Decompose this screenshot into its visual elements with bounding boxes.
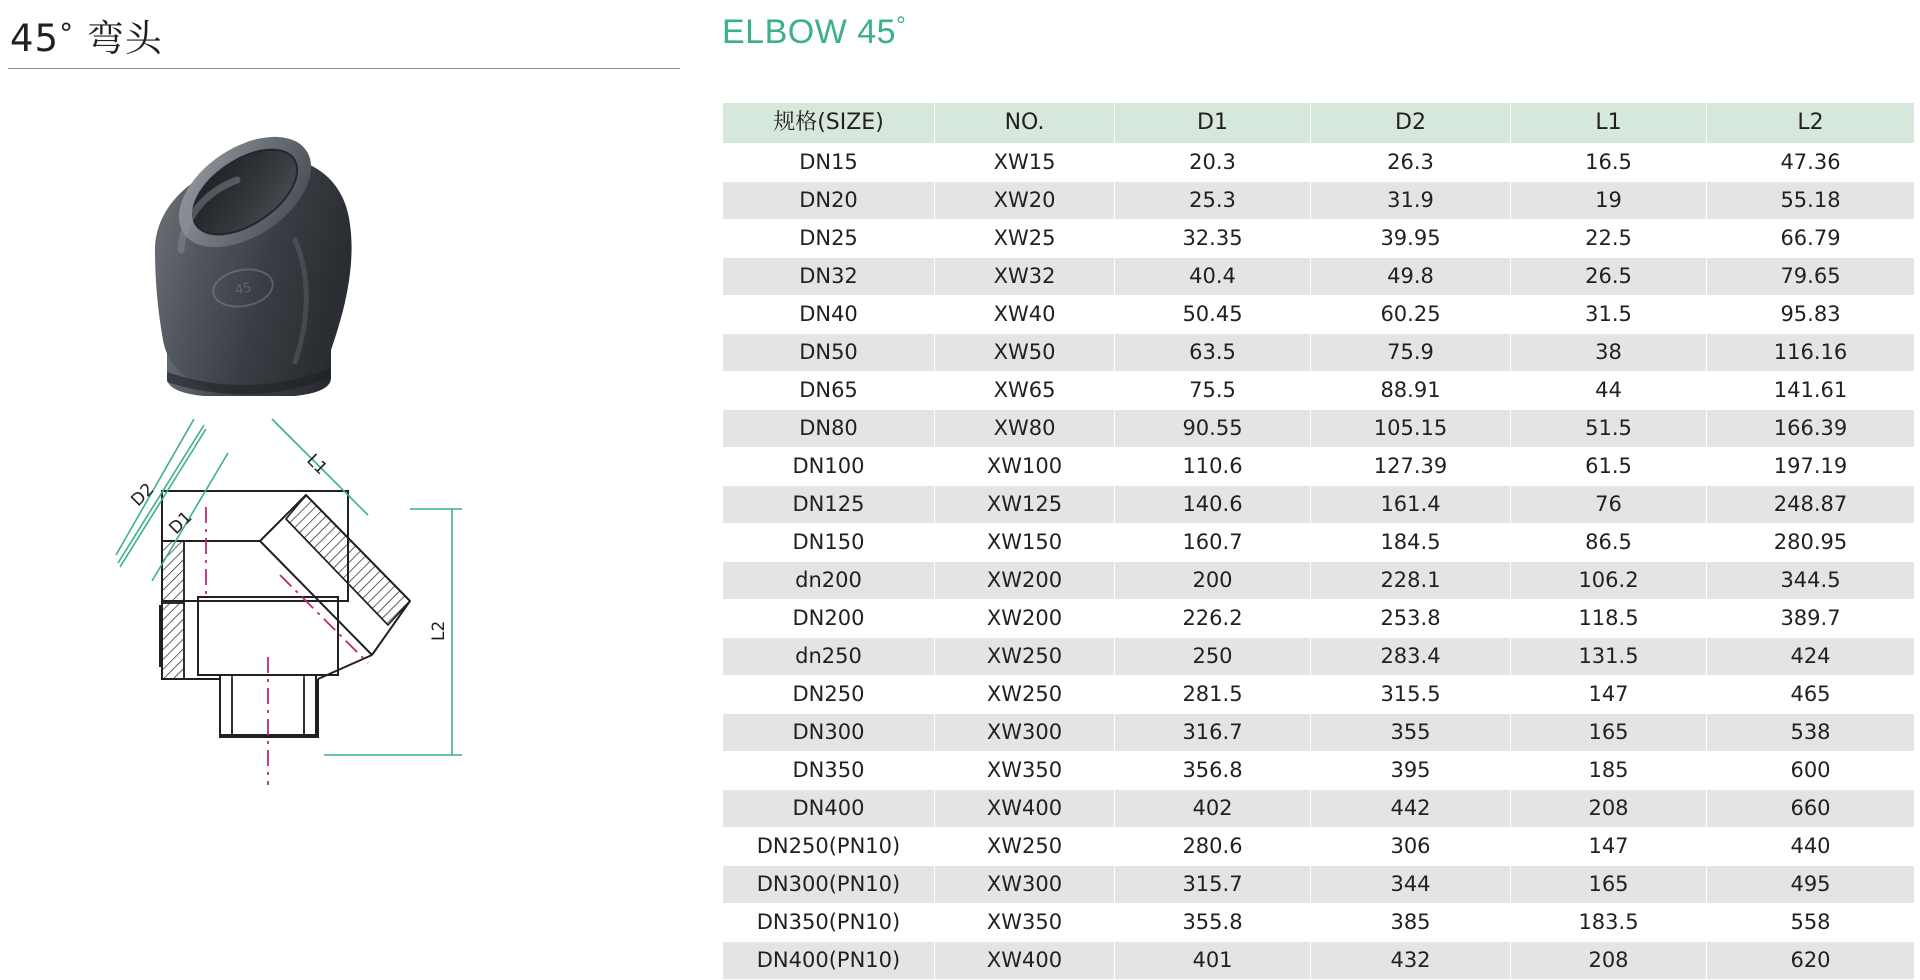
table-header-cell: D1 <box>1115 103 1311 144</box>
table-cell: XW250 <box>935 638 1115 676</box>
table-cell: 160.7 <box>1115 524 1311 562</box>
table-cell: 32.35 <box>1115 220 1311 258</box>
table-cell: 226.2 <box>1115 600 1311 638</box>
table-cell: DN300(PN10) <box>723 866 935 904</box>
table-cell: XW65 <box>935 372 1115 410</box>
table-cell: 344 <box>1311 866 1511 904</box>
table-cell: XW250 <box>935 828 1115 866</box>
table-cell: DN125 <box>723 486 935 524</box>
table-header-cell: D2 <box>1311 103 1511 144</box>
table-cell: XW350 <box>935 904 1115 942</box>
title-divider <box>8 68 680 69</box>
table-cell: 395 <box>1311 752 1511 790</box>
table-cell: 61.5 <box>1511 448 1707 486</box>
table-row <box>723 486 1915 524</box>
table-cell: 16.5 <box>1511 144 1707 182</box>
table-cell: 140.6 <box>1115 486 1311 524</box>
table-cell: XW50 <box>935 334 1115 372</box>
table-cell: 40.4 <box>1115 258 1311 296</box>
table-cell: 106.2 <box>1511 562 1707 600</box>
technical-drawing <box>110 405 530 845</box>
table-cell: 76 <box>1511 486 1707 524</box>
left-column <box>0 0 700 942</box>
table-cell: dn200 <box>723 562 935 600</box>
table-cell: 147 <box>1511 676 1707 714</box>
table-cell: 31.9 <box>1311 182 1511 220</box>
table-row <box>723 942 1915 980</box>
table-cell: 440 <box>1707 828 1915 866</box>
table-cell: 166.39 <box>1707 410 1915 448</box>
table-row <box>723 866 1915 904</box>
dimension-label-l1: L1 <box>302 450 331 479</box>
table-cell: XW200 <box>935 562 1115 600</box>
table-cell: 79.65 <box>1707 258 1915 296</box>
table-cell: 495 <box>1707 866 1915 904</box>
table-cell: 281.5 <box>1115 676 1311 714</box>
degree-symbol-en: ° <box>896 12 907 39</box>
table-cell: XW250 <box>935 676 1115 714</box>
specification-table <box>722 102 1915 980</box>
table-cell: XW15 <box>935 144 1115 182</box>
table-cell: 424 <box>1707 638 1915 676</box>
page-title-cn <box>10 8 163 62</box>
table-cell: XW300 <box>935 866 1115 904</box>
table-cell: DN40 <box>723 296 935 334</box>
table-row <box>723 714 1915 752</box>
table-cell: 141.61 <box>1707 372 1915 410</box>
table-header-cell: L2 <box>1707 103 1915 144</box>
table-row <box>723 296 1915 334</box>
table-cell: DN150 <box>723 524 935 562</box>
table-cell: 60.25 <box>1311 296 1511 334</box>
table-cell: 253.8 <box>1311 600 1511 638</box>
table-cell: 20.3 <box>1115 144 1311 182</box>
table-cell: XW150 <box>935 524 1115 562</box>
table-header-cell: 规格(SIZE) <box>723 103 935 144</box>
page-title-en <box>722 12 906 52</box>
table-cell: 197.19 <box>1707 448 1915 486</box>
table-cell: 47.36 <box>1707 144 1915 182</box>
page-title-cn-text: 弯头 <box>86 17 163 60</box>
table-cell: 31.5 <box>1511 296 1707 334</box>
table-row <box>723 144 1915 182</box>
page-title-cn-number: 45 <box>10 17 60 60</box>
dimension-label-l2: L2 <box>429 620 449 641</box>
table-row <box>723 258 1915 296</box>
table-cell: DN50 <box>723 334 935 372</box>
table-cell: 620 <box>1707 942 1915 980</box>
table-cell: 75.9 <box>1311 334 1511 372</box>
table-cell: 306 <box>1311 828 1511 866</box>
table-cell: 538 <box>1707 714 1915 752</box>
table-cell: 280.95 <box>1707 524 1915 562</box>
table-cell: 228.1 <box>1311 562 1511 600</box>
table-cell: 208 <box>1511 942 1707 980</box>
table-cell: 131.5 <box>1511 638 1707 676</box>
table-header-cell: L1 <box>1511 103 1707 144</box>
table-cell: XW400 <box>935 942 1115 980</box>
table-cell: 25.3 <box>1115 182 1311 220</box>
table-cell: DN350(PN10) <box>723 904 935 942</box>
table-cell: 442 <box>1311 790 1511 828</box>
table-cell: XW400 <box>935 790 1115 828</box>
table-cell: 385 <box>1311 904 1511 942</box>
table-cell: 88.91 <box>1311 372 1511 410</box>
table-row <box>723 220 1915 258</box>
table-cell: DN20 <box>723 182 935 220</box>
right-column <box>712 0 1912 972</box>
table-cell: DN65 <box>723 372 935 410</box>
table-cell: 432 <box>1311 942 1511 980</box>
table-cell: XW100 <box>935 448 1115 486</box>
table-cell: 600 <box>1707 752 1915 790</box>
table-row <box>723 828 1915 866</box>
table-cell: DN15 <box>723 144 935 182</box>
table-cell: XW25 <box>935 220 1115 258</box>
table-cell: 389.7 <box>1707 600 1915 638</box>
table-row <box>723 372 1915 410</box>
table-cell: 44 <box>1511 372 1707 410</box>
table-cell: 118.5 <box>1511 600 1707 638</box>
table-cell: DN32 <box>723 258 935 296</box>
table-cell: 465 <box>1707 676 1915 714</box>
table-row <box>723 790 1915 828</box>
table-cell: DN25 <box>723 220 935 258</box>
table-cell: 356.8 <box>1115 752 1311 790</box>
table-cell: XW80 <box>935 410 1115 448</box>
table-cell: 401 <box>1115 942 1311 980</box>
table-row <box>723 562 1915 600</box>
table-cell: DN250(PN10) <box>723 828 935 866</box>
table-cell: 63.5 <box>1115 334 1311 372</box>
table-cell: 26.3 <box>1311 144 1511 182</box>
table-cell: DN350 <box>723 752 935 790</box>
table-cell: DN100 <box>723 448 935 486</box>
table-cell: 208 <box>1511 790 1707 828</box>
table-cell: 184.5 <box>1311 524 1511 562</box>
table-cell: 39.95 <box>1311 220 1511 258</box>
table-cell: 95.83 <box>1707 296 1915 334</box>
table-header-cell: NO. <box>935 103 1115 144</box>
table-cell: DN80 <box>723 410 935 448</box>
table-cell: 127.39 <box>1311 448 1511 486</box>
table-row <box>723 334 1915 372</box>
table-row <box>723 676 1915 714</box>
table-cell: 558 <box>1707 904 1915 942</box>
table-row <box>723 410 1915 448</box>
table-cell: DN400(PN10) <box>723 942 935 980</box>
page-title-en-text: ELBOW 45 <box>722 13 897 51</box>
table-cell: 248.87 <box>1707 486 1915 524</box>
table-cell: 161.4 <box>1311 486 1511 524</box>
table-cell: 116.16 <box>1707 334 1915 372</box>
table-cell: 50.45 <box>1115 296 1311 334</box>
table-row <box>723 448 1915 486</box>
table-cell: XW350 <box>935 752 1115 790</box>
table-row <box>723 600 1915 638</box>
table-cell: 105.15 <box>1311 410 1511 448</box>
table-cell: XW32 <box>935 258 1115 296</box>
table-row <box>723 182 1915 220</box>
table-cell: DN200 <box>723 600 935 638</box>
product-photo <box>95 100 475 410</box>
table-cell: 38 <box>1511 334 1707 372</box>
degree-symbol-cn: ° <box>59 17 75 50</box>
table-cell: 183.5 <box>1511 904 1707 942</box>
table-cell: 165 <box>1511 714 1707 752</box>
table-cell: 250 <box>1115 638 1311 676</box>
table-cell: 280.6 <box>1115 828 1311 866</box>
table-cell: 51.5 <box>1511 410 1707 448</box>
table-cell: 22.5 <box>1511 220 1707 258</box>
table-cell: 283.4 <box>1311 638 1511 676</box>
table-cell: XW200 <box>935 600 1115 638</box>
table-cell: 660 <box>1707 790 1915 828</box>
table-cell: 75.5 <box>1115 372 1311 410</box>
table-cell: 355.8 <box>1115 904 1311 942</box>
table-cell: 86.5 <box>1511 524 1707 562</box>
svg-text:45: 45 <box>233 280 253 299</box>
table-cell: 19 <box>1511 182 1707 220</box>
table-cell: 55.18 <box>1707 182 1915 220</box>
table-cell: 49.8 <box>1311 258 1511 296</box>
table-cell: 200 <box>1115 562 1311 600</box>
table-cell: 147 <box>1511 828 1707 866</box>
table-cell: DN250 <box>723 676 935 714</box>
table-header-row <box>723 103 1915 144</box>
table-row <box>723 904 1915 942</box>
table-cell: XW40 <box>935 296 1115 334</box>
table-row <box>723 524 1915 562</box>
table-cell: 402 <box>1115 790 1311 828</box>
table-row <box>723 638 1915 676</box>
table-cell: XW20 <box>935 182 1115 220</box>
table-cell: 315.7 <box>1115 866 1311 904</box>
table-cell: dn250 <box>723 638 935 676</box>
table-cell: 316.7 <box>1115 714 1311 752</box>
table-cell: 185 <box>1511 752 1707 790</box>
table-cell: 355 <box>1311 714 1511 752</box>
table-cell: 165 <box>1511 866 1707 904</box>
table-row <box>723 752 1915 790</box>
table-cell: XW300 <box>935 714 1115 752</box>
table-cell: 110.6 <box>1115 448 1311 486</box>
table-cell: 344.5 <box>1707 562 1915 600</box>
table-cell: DN300 <box>723 714 935 752</box>
table-cell: XW125 <box>935 486 1115 524</box>
dimension-label-d1: D1 <box>165 507 197 539</box>
table-cell: 90.55 <box>1115 410 1311 448</box>
table-cell: DN400 <box>723 790 935 828</box>
table-cell: 315.5 <box>1311 676 1511 714</box>
table-cell: 66.79 <box>1707 220 1915 258</box>
table-cell: 26.5 <box>1511 258 1707 296</box>
dimension-label-d2: D2 <box>127 479 159 511</box>
